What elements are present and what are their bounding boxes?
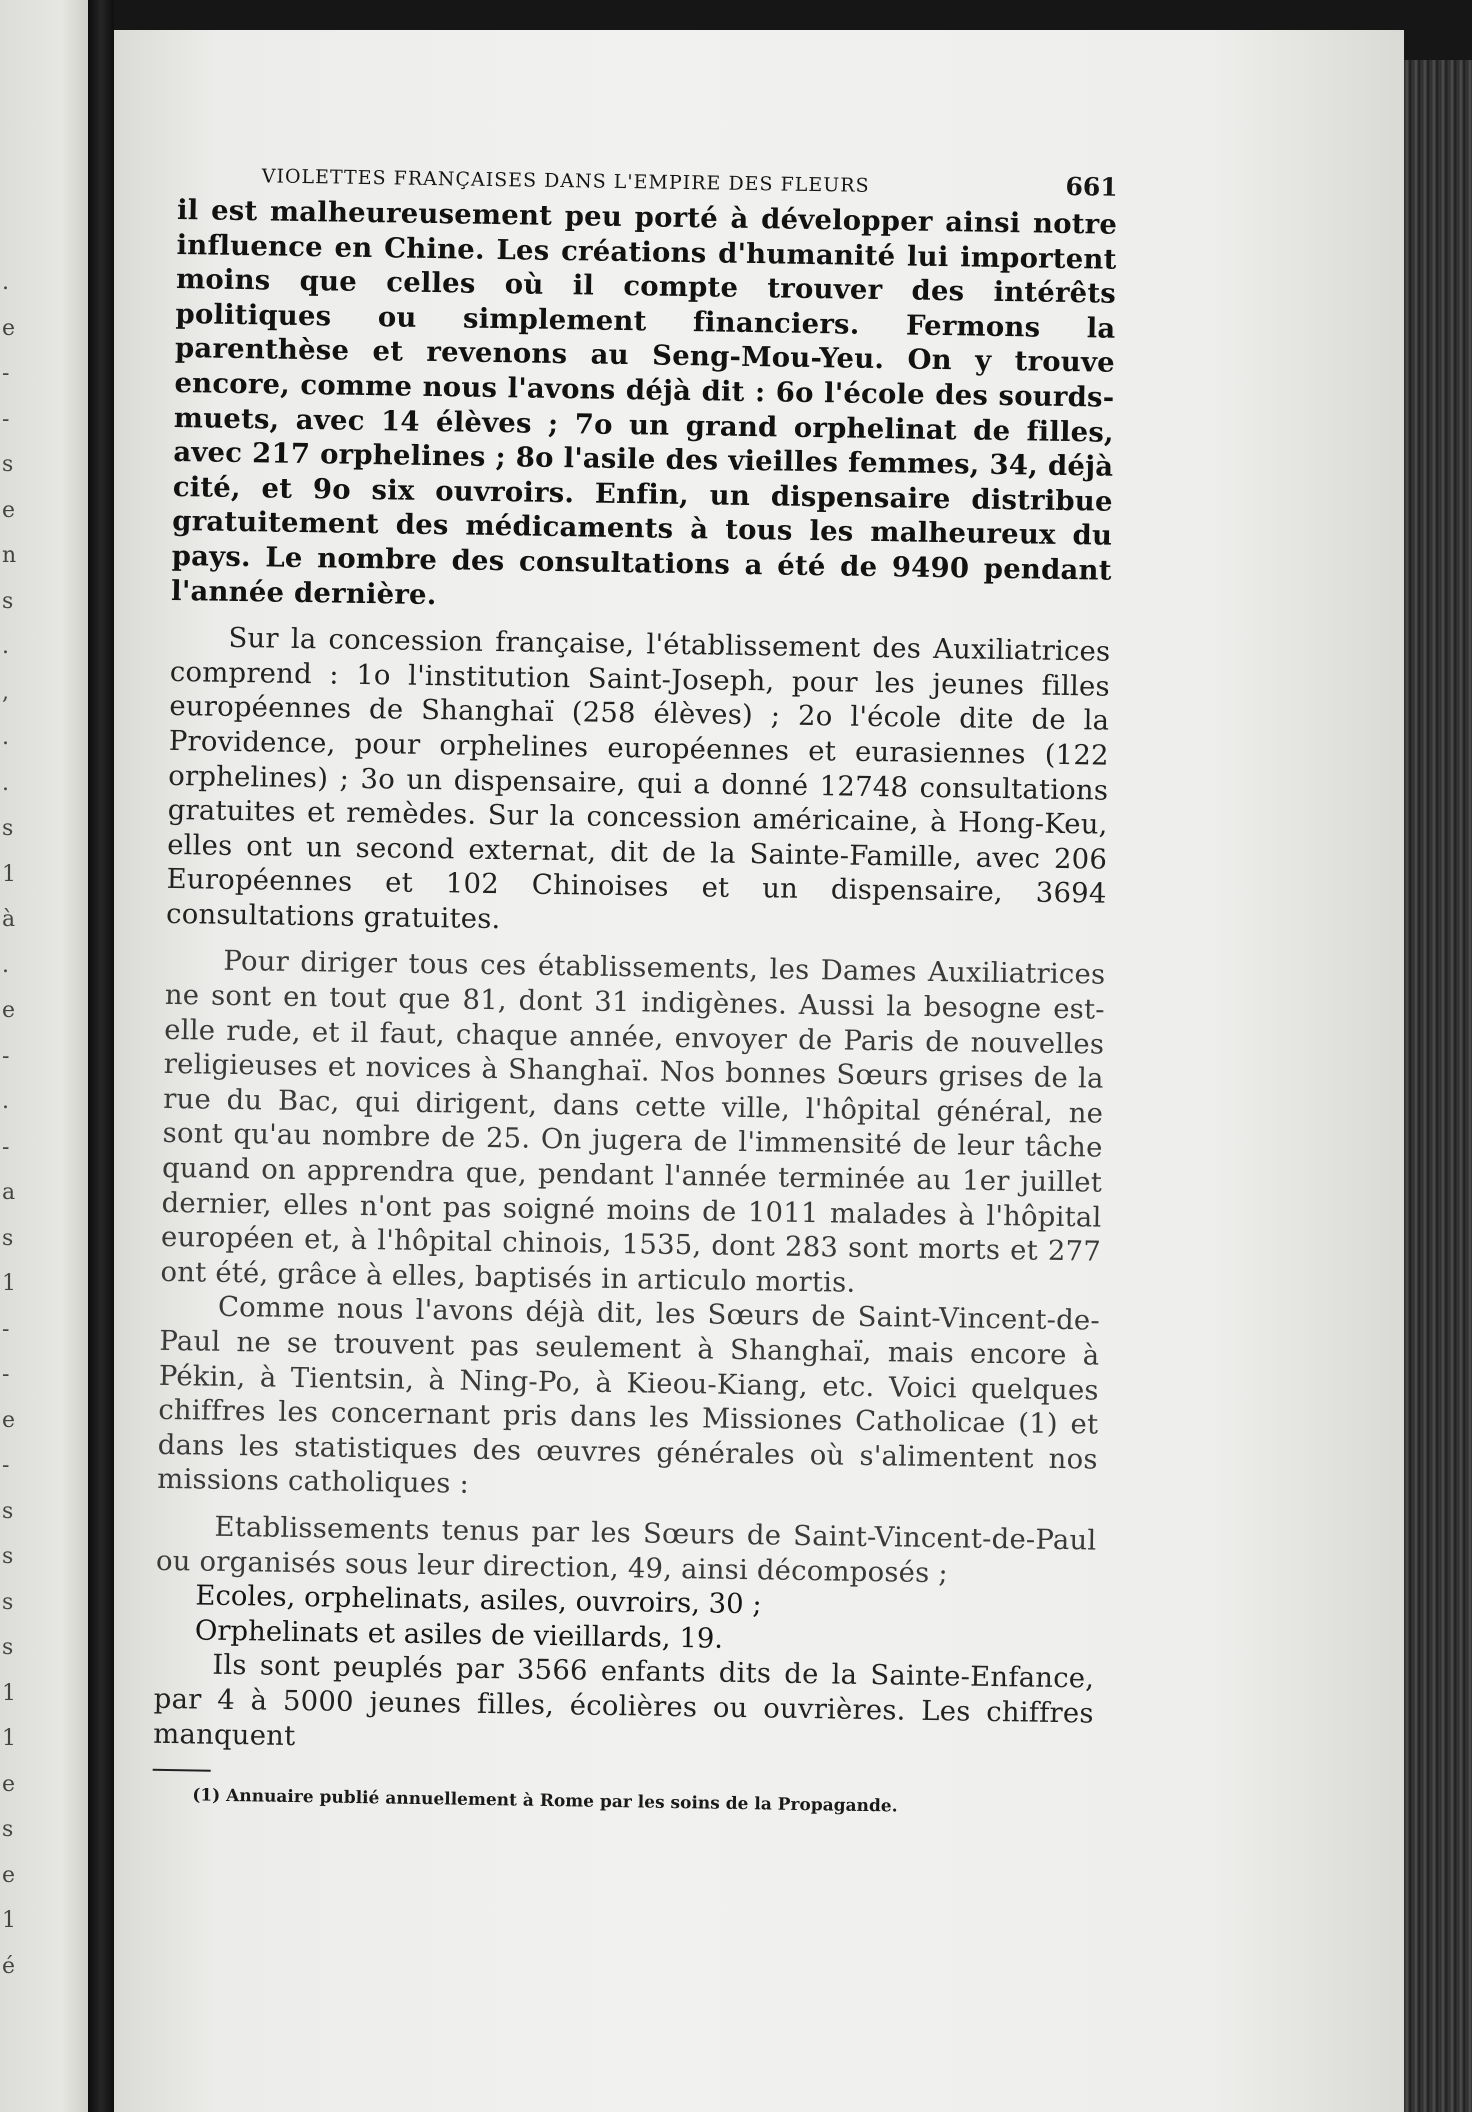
left-page-mark: s	[2, 588, 14, 614]
left-page-mark: -	[2, 406, 10, 432]
left-page-mark: s	[2, 1589, 14, 1615]
left-facing-page-edge	[0, 0, 88, 2112]
left-page-mark: 1	[2, 861, 16, 887]
paragraph-3: Pour diriger tous ces établissements, les Dames Auxiliatrices ne sont en tout que 81, dont 31 indigènes. Aussi la besogne est-elle rude, et il faut, chaque année, envoyer de Paris de nouvelles religieuses et novices à Shanghaï. Nos bonnes Sœurs grises de la rue du Bac, qui dirigent, dans cette ville, l'hôpital général, ne sont qu'au nombre de 25. On jugera de l'immensité de leur tâche quand on apprendra que, pendant l'année terminée au 1er juillet dernier, elles n'ont pas soigné moins de 1011 malades à l'hôpital européen et, à l'hôpital chinois, 1535, dont 283 sont morts et 277 ont été, grâce à elles, baptisés in articulo mortis.	[160, 945, 1106, 1299]
left-page-mark: 1	[2, 1726, 16, 1751]
list-item: Ecoles, orphelinats, asiles, ouvroirs, 30 ;	[195, 1579, 762, 1621]
left-page-mark: -	[2, 1043, 10, 1069]
left-page-mark: é	[2, 1953, 16, 1979]
left-page-mark: s	[2, 1544, 14, 1569]
left-page-mark: .	[2, 770, 9, 796]
running-title: VIOLETTES FRANÇAISES DANS L'EMPIRE DES FLEURS	[261, 165, 870, 197]
left-page-mark: .	[2, 725, 9, 750]
left-page-mark: e	[2, 497, 16, 523]
paragraph-5: Etablissements tenus par les Sœurs de Saint-Vincent-de-Paul ou organisés sous leur direction, 49, ainsi décomposés ;	[155, 1510, 1097, 1589]
left-page-mark: .	[2, 952, 9, 978]
left-page-mark: e	[2, 315, 16, 341]
footnote-rule	[153, 1769, 211, 1772]
left-page-mark: s	[2, 816, 14, 841]
left-page-mark: 1	[2, 1680, 16, 1706]
left-page-mark: -	[2, 1453, 10, 1478]
left-page-mark: e	[2, 998, 16, 1023]
left-page-mark: s	[2, 1498, 14, 1524]
left-page-mark: .	[2, 634, 9, 659]
page-number: 661	[1065, 171, 1118, 202]
left-page-mark: s	[2, 1817, 14, 1842]
left-page-mark: .	[2, 270, 9, 295]
page-content	[152, 158, 1118, 1822]
book-page	[114, 30, 1404, 2112]
left-page-mark: e	[2, 1862, 16, 1888]
left-page-mark: 1	[2, 1271, 16, 1296]
left-page-mark: s	[2, 1225, 14, 1251]
left-page-mark: -	[2, 1316, 10, 1342]
left-page-mark: -	[2, 1362, 10, 1387]
left-page-mark: e	[2, 1771, 16, 1797]
left-page-mark: n	[2, 543, 17, 568]
left-page-mark: -	[2, 361, 10, 386]
left-page-mark: s	[2, 1635, 14, 1660]
left-page-mark: .	[2, 1089, 9, 1114]
left-page-mark: a	[2, 1180, 16, 1205]
left-page-mark: e	[2, 1407, 16, 1433]
paragraph-2: Sur la concession française, l'établissement des Auxiliatrices comprend : 1o l'institution Saint-Joseph, pour les jeunes filles européennes de Shanghaï (258 élèves) ; 2o l'école dite de la Providence, pour orphelines européennes et eurasiennes (122 orphelines) ; 3o un dispensaire, qui a donné 12748 consultations gratuites et remèdes. Sur la concession américaine, à Hong-Keu, elles ont un second externat, dit de la Sainte-Famille, avec 206 Européennes et 102 Chinoises et un dispensaire, 3694 consultations gratuites.	[165, 621, 1111, 936]
left-page-mark: 1	[2, 1908, 16, 1933]
footnote: (1) Annuaire publié annuellement à Rome par les soins de la Propagande.	[192, 1785, 898, 1817]
left-page-mark: -	[2, 1134, 10, 1160]
left-page-mark: s	[2, 452, 14, 477]
page-stack-edges	[1404, 60, 1472, 2112]
paragraph-4: Comme nous l'avons déjà dit, les Sœurs de Saint-Vincent-de-Paul ne se trouvent pas seulement à Shanghaï, mais encore à Pékin, à Tientsin, à Ning-Po, à Kieou-Kiang, etc. Voici quelques chiffres les concernant pris dans les Missiones Catholicae (1) et dans les statistiques des œuvres générales où s'alimentent nos missions catholiques :	[156, 1291, 1101, 1501]
book-gutter	[88, 0, 114, 2112]
closing-paragraph: Ils sont peuplés par 3566 enfants dits de la Sainte-Enfance, par 4 à 5000 jeunes filles, écolières ou ouvrières. Les chiffres manquent	[153, 1649, 1095, 1752]
paragraph-1: il est malheureusement peu porté à développer ainsi notre influence en Chine. Les créations d'humanité lui importent moins que celles où il compte trouver des intérêts politiques ou simplement financiers. Fermons la parenthèse et revenons au Seng-Mou-Yeu. On y trouve encore, comme nous l'avons déjà dit : 6o l'école des sourds-muets, avec 14 élèves ; 7o un grand orphelinat de filles, avec 217 orphelines ; 8o l'asile des vieilles femmes, 34, déjà cité, et 9o six ouvroirs. Enfin, un dispensaire distribue gratuitement des médicaments à tous les malheureux du pays. Le nombre des consultations a été de 9490 pendant l'année dernière.	[170, 193, 1118, 611]
left-page-mark: à	[2, 907, 16, 932]
list-item: Orphelinats et asiles de vieillards, 19.	[194, 1614, 724, 1655]
left-page-mark: ,	[2, 679, 9, 705]
